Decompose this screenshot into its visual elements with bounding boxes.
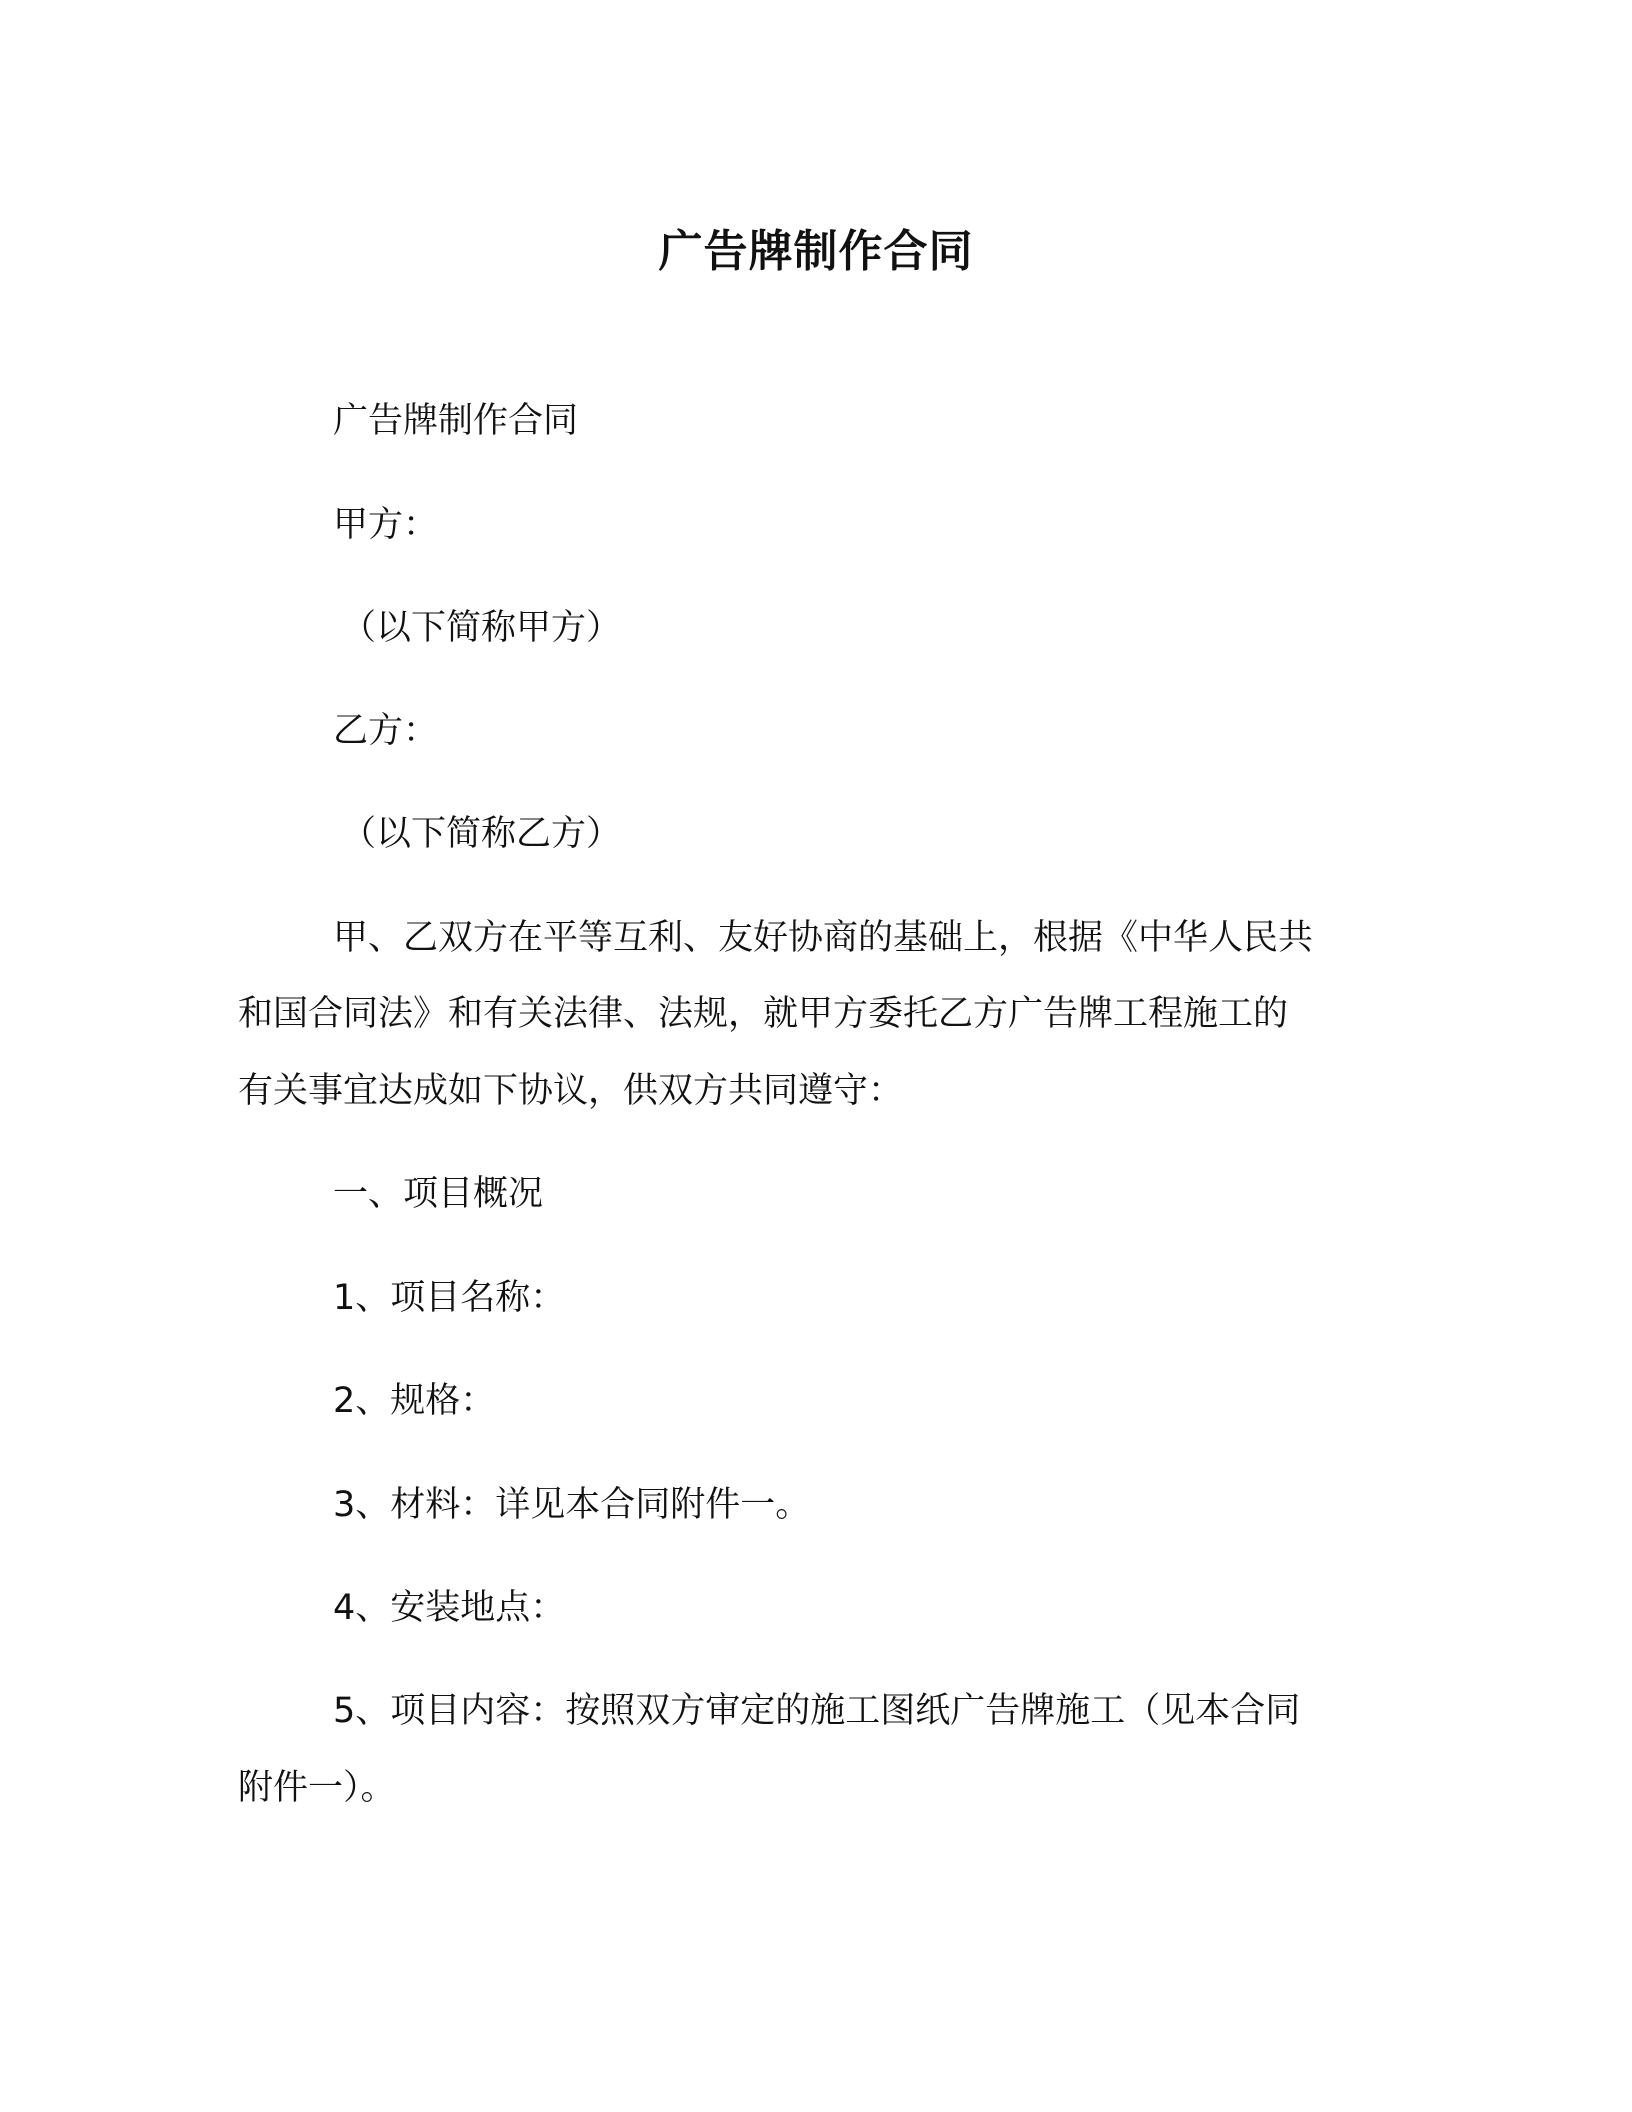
- party-a-label: 甲方：: [333, 505, 439, 545]
- item-project-name: 1、项目名称：: [333, 1278, 566, 1318]
- preamble-line-1: 甲、乙双方在平等互利、友好协商的基础上，根据《中华人民共: [333, 918, 1314, 958]
- item-specification: 2、规格：: [333, 1381, 496, 1421]
- party-b-abbreviation: （以下简称乙方）: [341, 814, 622, 854]
- contract-heading: 广告牌制作合同: [333, 401, 579, 441]
- section-heading-project-overview: 一、项目概况: [333, 1174, 544, 1214]
- item-installation-site: 4、安装地点：: [333, 1588, 566, 1628]
- preamble-line-3: 有关事宜达成如下协议，供双方共同遵守：: [238, 1071, 904, 1111]
- item-project-content-line-1: 5、项目内容：按照双方审定的施工图纸广告牌施工（见本合同: [333, 1691, 1301, 1731]
- document-title: 广告牌制作合同: [658, 226, 974, 277]
- item-project-content-line-2: 附件一）。: [238, 1768, 396, 1808]
- item-materials: 3、材料：详见本合同附件一。: [333, 1485, 811, 1525]
- party-b-label: 乙方：: [333, 711, 439, 751]
- party-a-abbreviation: （以下简称甲方）: [341, 608, 622, 648]
- preamble-line-2: 和国合同法》和有关法律、法规，就甲方委托乙方广告牌工程施工的: [238, 994, 1289, 1034]
